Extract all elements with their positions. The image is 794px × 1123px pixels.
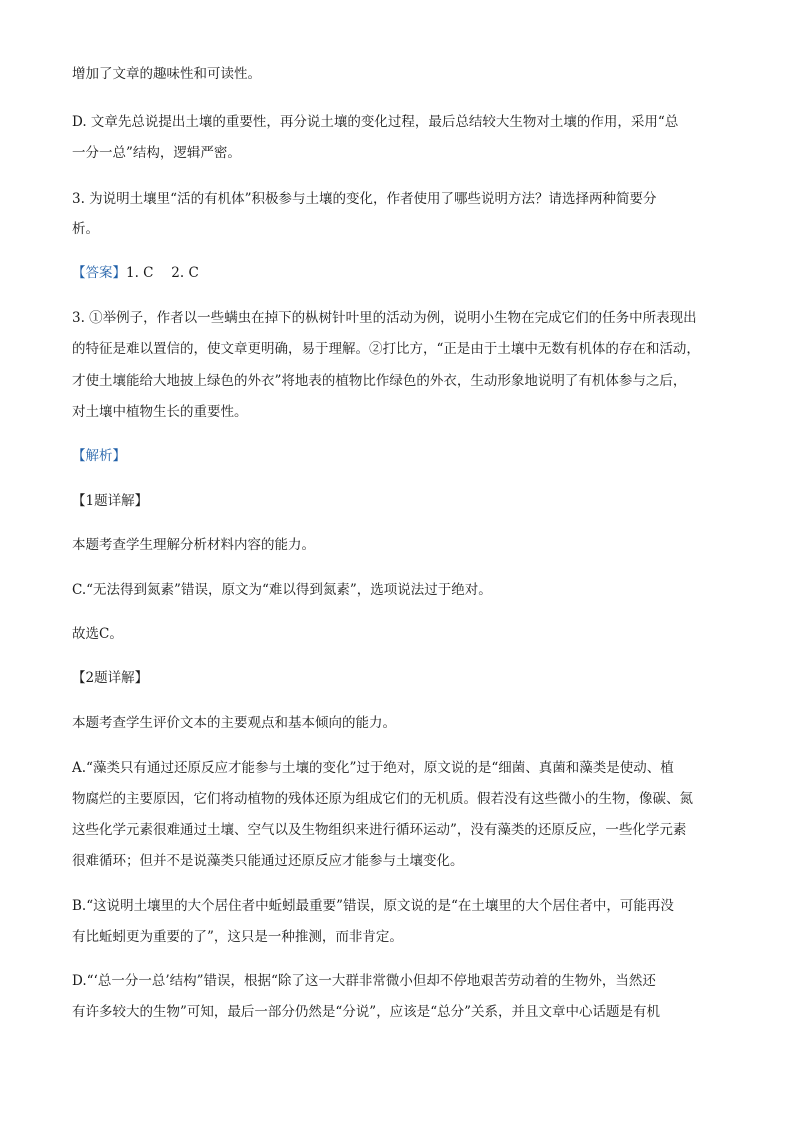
text-line: D. 文章先总说提出土壤的重要性，再分说土壤的变化过程，最后总结较大生物对土壤的作用，采用“总 (72, 114, 679, 130)
text-line: 本题考查学生评价文本的主要观点和基本倾向的能力。 (72, 715, 396, 731)
text-line: 析。 (72, 221, 99, 237)
text-line: 的特征是难以置信的，使文章更明确，易于理解。②打比方，“正是由于土壤中无数有机体的存在和活动， (72, 341, 700, 357)
answer-line (72, 263, 732, 283)
text-line: 本题考查学生理解分析材料内容的能力。 (72, 537, 315, 553)
text-line: 3. ①举例子，作者以一些螨虫在掉下的枞树针叶里的活动为例，说明小生物在完成它们的任务中所表现出 (72, 310, 697, 326)
text-line: B.“这说明土壤里的大个居住者中蚯蚓最重要”错误，原文说的是“在土壤里的大个居住者中，可能再没 (72, 898, 674, 914)
section-heading: 【2题详解】 (72, 670, 149, 686)
text-line: C.“无法得到氮素”错误，原文为“难以得到氮素”，选项说法过于绝对。 (72, 582, 492, 598)
text-line: 才使土壤能给大地披上绿色的外衣”将地表的植物比作绿色的外衣，生动形象地说明了有机体参与之后， (72, 373, 687, 389)
text-line: 增加了文章的趣味性和可读性。 (72, 66, 261, 82)
analysis-heading: 【解析】 (72, 448, 126, 464)
answer-label: 【答案】 (72, 265, 126, 281)
text-line: 一分一总”结构，逻辑严密。 (72, 145, 241, 161)
text-line: 故选C。 (72, 626, 123, 642)
answer-text: 1. C 2. C (126, 265, 199, 281)
text-line: 有比蚯蚓更为重要的了”，这只是一种推测，而非肯定。 (72, 929, 403, 945)
section-heading: 【1题详解】 (72, 493, 149, 509)
text-line: 很难循环；但并不是说藻类只能通过还原反应才能参与土壤变化。 (72, 853, 464, 869)
text-line: 物腐烂的主要原因，它们将动植物的残体还原为组成它们的无机质。假若没有这些微小的生物，像碳、氮 (72, 791, 693, 807)
text-line: 有许多较大的生物”可知，最后一部分仍然是“分说”，应该是“总分”关系，并且文章中心话题是有机 (72, 1004, 661, 1020)
text-line: A.“藻类只有通过还原反应才能参与土壤的变化”过于绝对，原文说的是“细菌、真菌和藻类是使动、植 (72, 760, 674, 776)
text-line: 对土壤中植物生长的重要性。 (72, 404, 248, 420)
text-line: 这些化学元素很难通过土壤、空气以及生物组织来进行循环运动”，没有藻类的还原反应，一些化学元素 (72, 822, 687, 838)
text-line: 3. 为说明土壤里“活的有机体”积极参与土壤的变化，作者使用了哪些说明方法？请选择两种简要分 (72, 191, 657, 207)
text-line: D.“‘总一分一总’结构”错误，根据“除了这一大群非常微小但却不停地艰苦劳动着的生物外，当然还 (72, 973, 656, 989)
